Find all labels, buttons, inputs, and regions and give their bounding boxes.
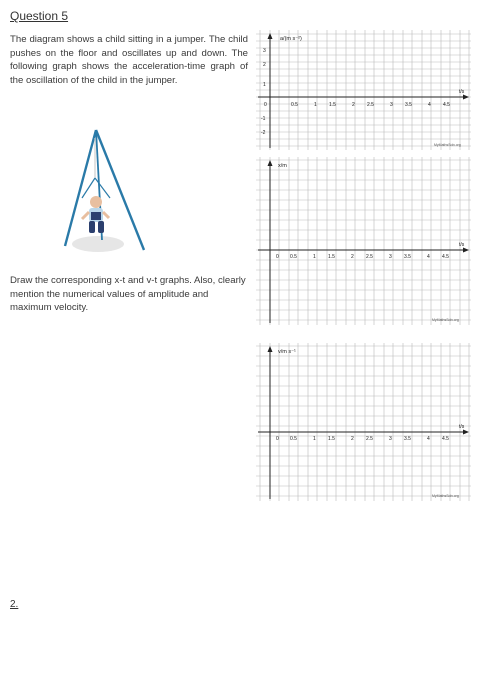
y-tick-label: 1 <box>263 82 266 88</box>
x-tick-label: 3 <box>390 102 393 108</box>
x-tick-label: 0 <box>276 254 279 260</box>
x-tick-label: 2 <box>351 436 354 442</box>
displacement-time-graph <box>256 157 471 325</box>
x-tick-label: 4.5 <box>442 436 449 442</box>
x-tick-label: 4.5 <box>443 102 450 108</box>
x-tick-label: 0 <box>264 102 267 108</box>
x-tick-label: 4 <box>427 436 430 442</box>
graph-footer: MyMathsSolv.org <box>432 494 459 498</box>
x-tick-label: 3.5 <box>405 102 412 108</box>
y-tick-label: 2 <box>263 62 266 68</box>
x-tick-label: 1 <box>314 102 317 108</box>
graph-footer: MyMathsSolv.org <box>432 318 459 322</box>
page-number: 2. <box>10 599 19 610</box>
x-tick-label: 3 <box>389 254 392 260</box>
x-tick-label: 2 <box>352 102 355 108</box>
x-tick-label: 1.5 <box>328 254 335 260</box>
y-tick-label: -2 <box>261 130 266 136</box>
x-tick-label: 1 <box>313 436 316 442</box>
x-tick-label: 0.5 <box>290 254 297 260</box>
x-tick-label: 1.5 <box>329 102 336 108</box>
x-tick-label: 2.5 <box>366 436 373 442</box>
x-tick-label: 3 <box>389 436 392 442</box>
y-tick-label: 3 <box>263 48 266 54</box>
acceleration-time-graph <box>256 30 471 150</box>
x-tick-label: 4 <box>427 254 430 260</box>
x-axis-label: t/s <box>459 89 465 95</box>
question-intro: The diagram shows a child sitting in a jumper. The child pushes on the floor and oscillates up and down. The following graph shows the acceleration-time graph of the oscillation of the child in the jumper. <box>10 34 248 86</box>
graph-footer: MyMathsSolv.org <box>434 143 461 147</box>
x-tick-label: 2 <box>351 254 354 260</box>
x-tick-label: 2.5 <box>366 254 373 260</box>
y-axis-label: x/m <box>278 163 287 169</box>
y-tick-label: -1 <box>261 116 266 122</box>
x-tick-label: 2.5 <box>367 102 374 108</box>
x-tick-label: 4.5 <box>442 254 449 260</box>
x-tick-label: 0.5 <box>291 102 298 108</box>
x-tick-label: 3.5 <box>404 436 411 442</box>
velocity-time-graph <box>256 343 471 501</box>
x-tick-label: 0 <box>276 436 279 442</box>
question-instruction: Draw the corresponding x-t and v-t graphs. Also, clearly mention the numerical values of amplitude and maximum velocity. <box>10 275 246 314</box>
question-heading: Question 5 <box>10 9 69 23</box>
x-axis-label: t/s <box>459 424 465 430</box>
x-tick-label: 4 <box>428 102 431 108</box>
x-tick-label: 1 <box>313 254 316 260</box>
grid-lines <box>256 30 471 150</box>
y-axis-label: v/m s⁻¹ <box>278 349 296 355</box>
x-tick-label: 3.5 <box>404 254 411 260</box>
y-axis-label: a/(m s⁻²) <box>280 36 302 42</box>
child-jumper-illustration <box>62 128 152 258</box>
x-tick-label: 0.5 <box>290 436 297 442</box>
x-axis-label: t/s <box>459 242 465 248</box>
x-tick-label: 1.5 <box>328 436 335 442</box>
